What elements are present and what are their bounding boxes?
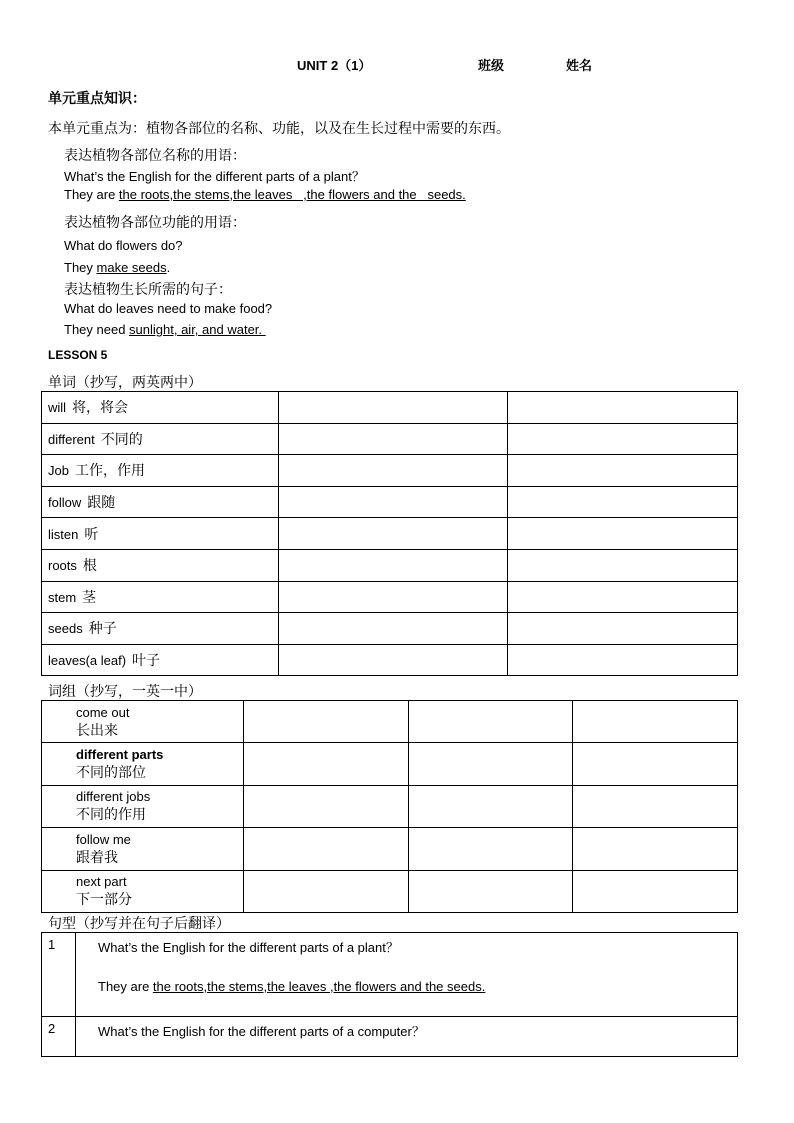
phrase-cell	[42, 785, 244, 827]
needs-answer-prefix: They need	[64, 322, 130, 337]
phrase-row	[42, 701, 738, 743]
phrase-copy-cell[interactable]	[408, 701, 573, 743]
word-copy-cell[interactable]	[279, 613, 508, 645]
phrase-chinese: 长出来	[76, 722, 118, 739]
word-english: stem	[48, 589, 77, 605]
phrase-cell	[42, 743, 244, 785]
sentence-answer	[98, 979, 737, 994]
sentence-question: What’s the English for the different parts of a plant？	[98, 940, 399, 955]
function-heading: 表达植物各部位功能的用语：	[64, 215, 246, 231]
word-row	[42, 455, 738, 487]
naming-answer-underlined: the roots,the stems,the leaves ,the flowers and the seeds.	[118, 187, 466, 202]
naming-question: What’s the English for the different parts of a plant？	[64, 169, 365, 184]
sentence-answer-prefix: They are	[98, 979, 153, 994]
phrase-cell	[42, 828, 244, 870]
word-copy-cell[interactable]	[507, 549, 738, 581]
phrase-copy-cell[interactable]	[244, 870, 409, 912]
word-chinese: 将，将会	[72, 400, 129, 417]
word-row	[42, 644, 738, 676]
phrase-english: follow me	[76, 831, 131, 847]
word-copy-cell[interactable]	[507, 455, 738, 487]
sentence-number: 2	[42, 1017, 76, 1057]
phrase-copy-cell[interactable]	[573, 785, 738, 827]
phrase-copy-cell[interactable]	[573, 701, 738, 743]
word-copy-cell[interactable]	[507, 613, 738, 645]
word-english: follow	[48, 495, 82, 511]
needs-question: What do leaves need to make food?	[64, 301, 273, 316]
phrase-copy-cell[interactable]	[408, 870, 573, 912]
word-copy-cell[interactable]	[279, 644, 508, 676]
word-english: roots	[48, 558, 77, 574]
function-answer-underlined: make seeds	[96, 260, 167, 275]
function-question: What do flowers do?	[64, 238, 183, 253]
phrase-cell	[42, 701, 244, 743]
lesson-title: LESSON 5	[48, 348, 108, 362]
phrase-cell	[42, 870, 244, 912]
word-copy-cell[interactable]	[279, 392, 508, 424]
word-copy-cell[interactable]	[279, 455, 508, 487]
word-english: leaves(a leaf)	[48, 653, 127, 669]
phrase-english: come out	[76, 704, 130, 720]
word-cell	[42, 581, 279, 613]
words-label: 单词（抄写，两英两中）	[48, 375, 202, 391]
phrase-english: next part	[76, 874, 127, 890]
phrase-row	[42, 743, 738, 785]
word-english: different	[48, 431, 95, 447]
word-cell	[42, 644, 279, 676]
word-cell	[42, 549, 279, 581]
phrase-row	[42, 870, 738, 912]
function-answer	[64, 260, 170, 275]
word-cell	[42, 486, 279, 518]
word-english: listen	[48, 526, 79, 542]
word-cell	[42, 613, 279, 645]
word-copy-cell[interactable]	[279, 549, 508, 581]
sentence-number: 1	[42, 933, 76, 1017]
phrase-copy-cell[interactable]	[573, 870, 738, 912]
word-english: will	[48, 400, 67, 416]
unit-title: UNIT 2（1）	[297, 58, 372, 73]
naming-heading: 表达植物各部位名称的用语：	[64, 148, 246, 164]
word-cell	[42, 392, 279, 424]
needs-answer-underlined: sunlight, air, and water.	[129, 322, 266, 337]
word-english: seeds	[48, 621, 83, 637]
phrase-copy-cell[interactable]	[408, 785, 573, 827]
phrase-copy-cell[interactable]	[244, 828, 409, 870]
key-points-title: 单元重点知识：	[48, 91, 146, 107]
naming-answer-prefix: They are	[64, 187, 119, 202]
sentence-row	[42, 1017, 738, 1057]
sentence-cell[interactable]	[76, 933, 738, 1017]
word-copy-cell[interactable]	[279, 423, 508, 455]
phrase-copy-cell[interactable]	[244, 743, 409, 785]
word-chinese: 根	[82, 558, 97, 575]
word-english: Job	[48, 463, 69, 479]
word-chinese: 工作，作用	[74, 463, 145, 480]
phrase-row	[42, 785, 738, 827]
phrase-copy-cell[interactable]	[408, 743, 573, 785]
word-chinese: 跟随	[87, 495, 116, 512]
name-label: 姓名	[566, 59, 593, 74]
word-row	[42, 549, 738, 581]
class-label: 班级	[478, 59, 505, 74]
phrase-copy-cell[interactable]	[573, 828, 738, 870]
word-copy-cell[interactable]	[279, 486, 508, 518]
word-chinese: 茎	[82, 589, 97, 606]
phrase-copy-cell[interactable]	[408, 828, 573, 870]
word-copy-cell[interactable]	[507, 392, 738, 424]
word-copy-cell[interactable]	[507, 486, 738, 518]
key-points-intro: 本单元重点为：植物各部位的名称、功能，以及在生长过程中需要的东西。	[48, 121, 510, 137]
word-row	[42, 392, 738, 424]
word-copy-cell[interactable]	[507, 423, 738, 455]
word-chinese: 种子	[88, 621, 117, 638]
word-copy-cell[interactable]	[279, 581, 508, 613]
phrases-label: 词组（抄写，一英一中）	[48, 684, 202, 700]
phrase-chinese: 不同的作用	[76, 807, 146, 824]
sentence-answer-underlined: the roots,the stems,the leaves ,the flowers and the seeds.	[152, 979, 486, 994]
word-chinese: 不同的	[100, 431, 143, 448]
phrase-copy-cell[interactable]	[244, 785, 409, 827]
word-cell	[42, 423, 279, 455]
function-answer-suffix: .	[166, 260, 171, 275]
phrase-row	[42, 828, 738, 870]
word-cell	[42, 518, 279, 550]
phrase-english: different parts	[76, 747, 164, 763]
phrases-table	[41, 700, 738, 913]
naming-answer	[64, 187, 466, 202]
sentences-table	[41, 932, 738, 1057]
word-copy-cell[interactable]	[507, 644, 738, 676]
word-row	[42, 613, 738, 645]
word-copy-cell[interactable]	[507, 581, 738, 613]
sentence-cell[interactable]	[76, 1017, 738, 1057]
needs-heading: 表达植物生长所需的句子：	[64, 282, 232, 298]
word-copy-cell[interactable]	[507, 518, 738, 550]
sentences-label: 句型（抄写并在句子后翻译）	[48, 916, 230, 932]
word-chinese: 听	[84, 526, 99, 543]
phrase-chinese: 下一部分	[76, 892, 132, 909]
word-copy-cell[interactable]	[279, 518, 508, 550]
phrase-chinese: 不同的部位	[76, 765, 146, 782]
phrase-copy-cell[interactable]	[244, 701, 409, 743]
function-answer-prefix: They	[64, 260, 97, 275]
phrase-copy-cell[interactable]	[573, 743, 738, 785]
phrase-chinese: 跟着我	[76, 849, 118, 866]
phrase-english: different jobs	[76, 789, 151, 805]
word-row	[42, 423, 738, 455]
sentence-row	[42, 933, 738, 1017]
needs-answer	[64, 322, 266, 337]
word-chinese: 叶子	[132, 653, 161, 670]
words-table	[41, 391, 738, 676]
word-row	[42, 581, 738, 613]
word-cell	[42, 455, 279, 487]
word-row	[42, 486, 738, 518]
word-row	[42, 518, 738, 550]
sentence-question: What’s the English for the different parts of a computer？	[98, 1024, 425, 1039]
